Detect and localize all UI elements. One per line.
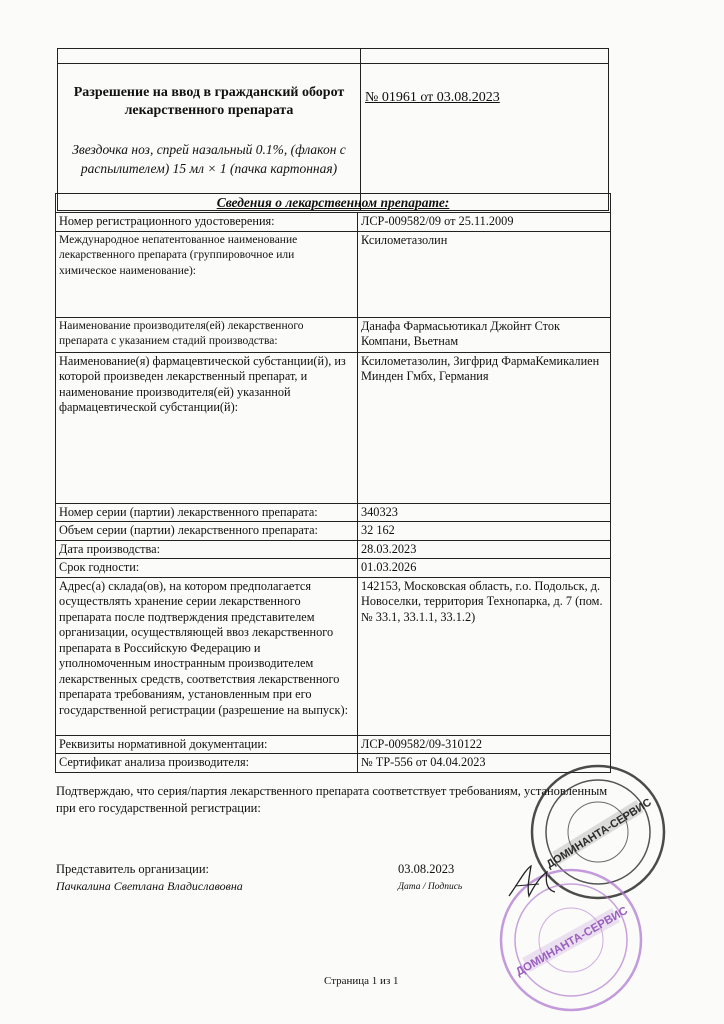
table-row (56, 735, 611, 754)
row-label: Номер регистрационного удостоверения: (56, 213, 358, 232)
representative-name: Пачкалина Светлана Владиславовна (56, 879, 243, 893)
row-label: Наименование производителя(ей) лекарственного препарата с указанием стадий производства: (56, 317, 358, 352)
row-label: Сертификат анализа производителя: (56, 754, 358, 773)
representative-label: Представитель организации: (56, 862, 209, 876)
row-label: Международное непатентованное наименование лекарственного препарата (группировочное или химическое наименование): (56, 231, 358, 317)
table-row (56, 540, 611, 559)
table-row (56, 213, 611, 232)
signature (505, 862, 565, 902)
row-label: Дата производства: (56, 540, 358, 559)
table-row (56, 577, 611, 735)
stamp-text-black: ДОМИНАНТА-СЕРВИС (544, 796, 654, 871)
row-label: Адрес(а) склада(ов), на котором предполагается осуществлять хранение серии лекарственного препарата после подтверждения представителем организации, осуществляющей ввоз лекарственного препарата в Российскую Федерацию и уполномоченным иностранным производителем лекарственных средств, соответствия лекарственного препарата требованиям, установленным при его государственной регистрации (разрешение на выпуск): (56, 577, 358, 735)
table-caption: Сведения о лекарственном препарате: (56, 194, 611, 213)
signature-date: 03.08.2023 (398, 862, 455, 876)
table-row (56, 503, 611, 522)
row-label: Объем серии (партии) лекарственного препарата: (56, 522, 358, 541)
permit-number: № 01961 от 03.08.2023 (365, 90, 500, 105)
table-row (56, 522, 611, 541)
row-value: 32 162 (358, 522, 611, 541)
row-value: ЛСР-009582/09 от 25.11.2009 (358, 213, 611, 232)
row-value: 142153, Московская область, г.о. Подольск, д. Новоселки, территория Технопарка, д. 7 (пом. № 33.1, 33.1.1, 33.1.2) (358, 577, 611, 735)
header-left-cell (58, 64, 361, 211)
table-row (56, 559, 611, 578)
confirmation-text: Подтверждаю, что серия/партия лекарственного препарата соответствует требованиям, установленным при его государственной регистрации: (56, 784, 608, 815)
date-signature-caption: Дата / Подпись (398, 882, 463, 892)
row-label: Реквизиты нормативной документации: (56, 735, 358, 754)
header-top-left-cell (58, 49, 361, 64)
row-value: 01.03.2026 (358, 559, 611, 578)
row-label: Срок годности: (56, 559, 358, 578)
row-label: Номер серии (партии) лекарственного препарата: (56, 503, 358, 522)
page-number: Страница 1 из 1 (324, 975, 399, 987)
row-value: 28.03.2023 (358, 540, 611, 559)
product-info-table (55, 193, 611, 773)
header-top-right-cell (361, 49, 609, 64)
row-value: 340323 (358, 503, 611, 522)
document-title: Разрешение на ввод в гражданский оборот лекарственного препарата (73, 85, 345, 118)
row-value: Ксилометазолин (358, 231, 611, 317)
product-name: Звездочка ноз, спрей назальный 0.1%, (флакон с распылителем) 15 мл × 1 (пачка картонная) (72, 142, 346, 176)
row-value: ЛСР-009582/09-310122 (358, 735, 611, 754)
row-value: № ТР-556 от 04.04.2023 (358, 754, 611, 773)
stamp-text-violet: ДОМИНАНТА-СЕРВИС (514, 904, 630, 979)
row-value: Ксилометазолин, Зигфрид ФармаКемикалиен Минден Гмбх, Германия (358, 352, 611, 503)
table-row (56, 231, 611, 317)
row-value: Данафа Фармасьютикал Джойнт Сток Компани, Вьетнам (358, 317, 611, 352)
header-table (57, 48, 609, 211)
table-row (56, 317, 611, 352)
row-label: Наименование(я) фармацевтической субстанции(й), из которой произведен лекарственный препарат, и наименование производителя(ей) указанной фармацевтической субстанции(й): (56, 352, 358, 503)
table-row (56, 352, 611, 503)
header-right-cell (361, 64, 609, 211)
